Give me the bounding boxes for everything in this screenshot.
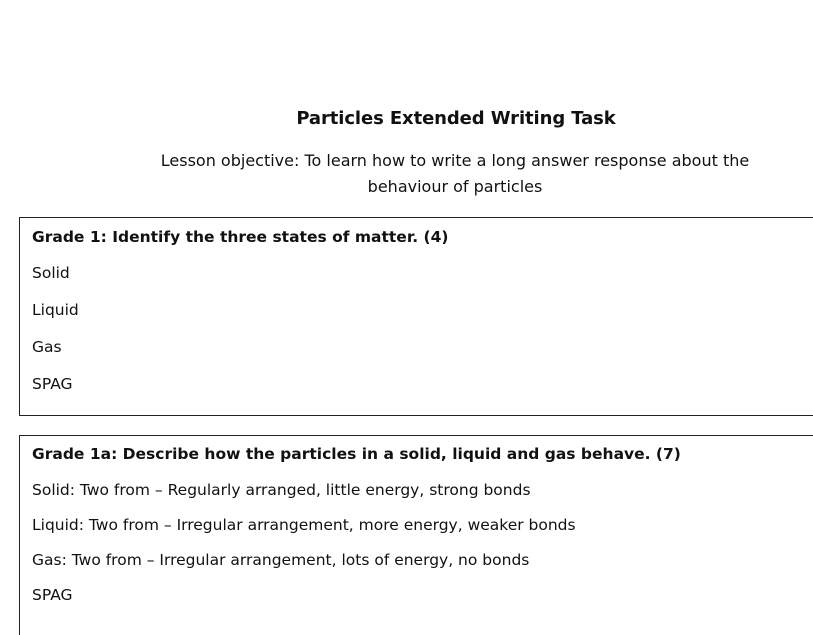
grade-1a-heading: Grade 1a: Describe how the particles in a solid, liquid and gas behave. (7) — [32, 445, 681, 463]
grade-1-line-solid: Solid — [32, 264, 70, 282]
grade-1-line-gas: Gas — [32, 338, 62, 356]
grade-1a-line-gas: Gas: Two from – Irregular arrangement, lots of energy, no bonds — [32, 551, 530, 569]
grade-1-answer-box — [19, 217, 813, 416]
lesson-objective: Lesson objective: To learn how to write a long answer response about the behaviour of particles — [160, 151, 750, 196]
grade-1-line-spag: SPAG — [32, 375, 73, 393]
document-title: Particles Extended Writing Task — [296, 108, 616, 129]
grade-1a-line-solid: Solid: Two from – Regularly arranged, little energy, strong bonds — [32, 481, 531, 499]
grade-1a-answer-box — [19, 435, 813, 635]
grade-1-line-liquid: Liquid — [32, 301, 79, 319]
grade-1a-line-spag: SPAG — [32, 586, 73, 604]
grade-1-heading: Grade 1: Identify the three states of matter. (4) — [32, 228, 449, 246]
grade-1a-line-liquid: Liquid: Two from – Irregular arrangement, more energy, weaker bonds — [32, 516, 576, 534]
